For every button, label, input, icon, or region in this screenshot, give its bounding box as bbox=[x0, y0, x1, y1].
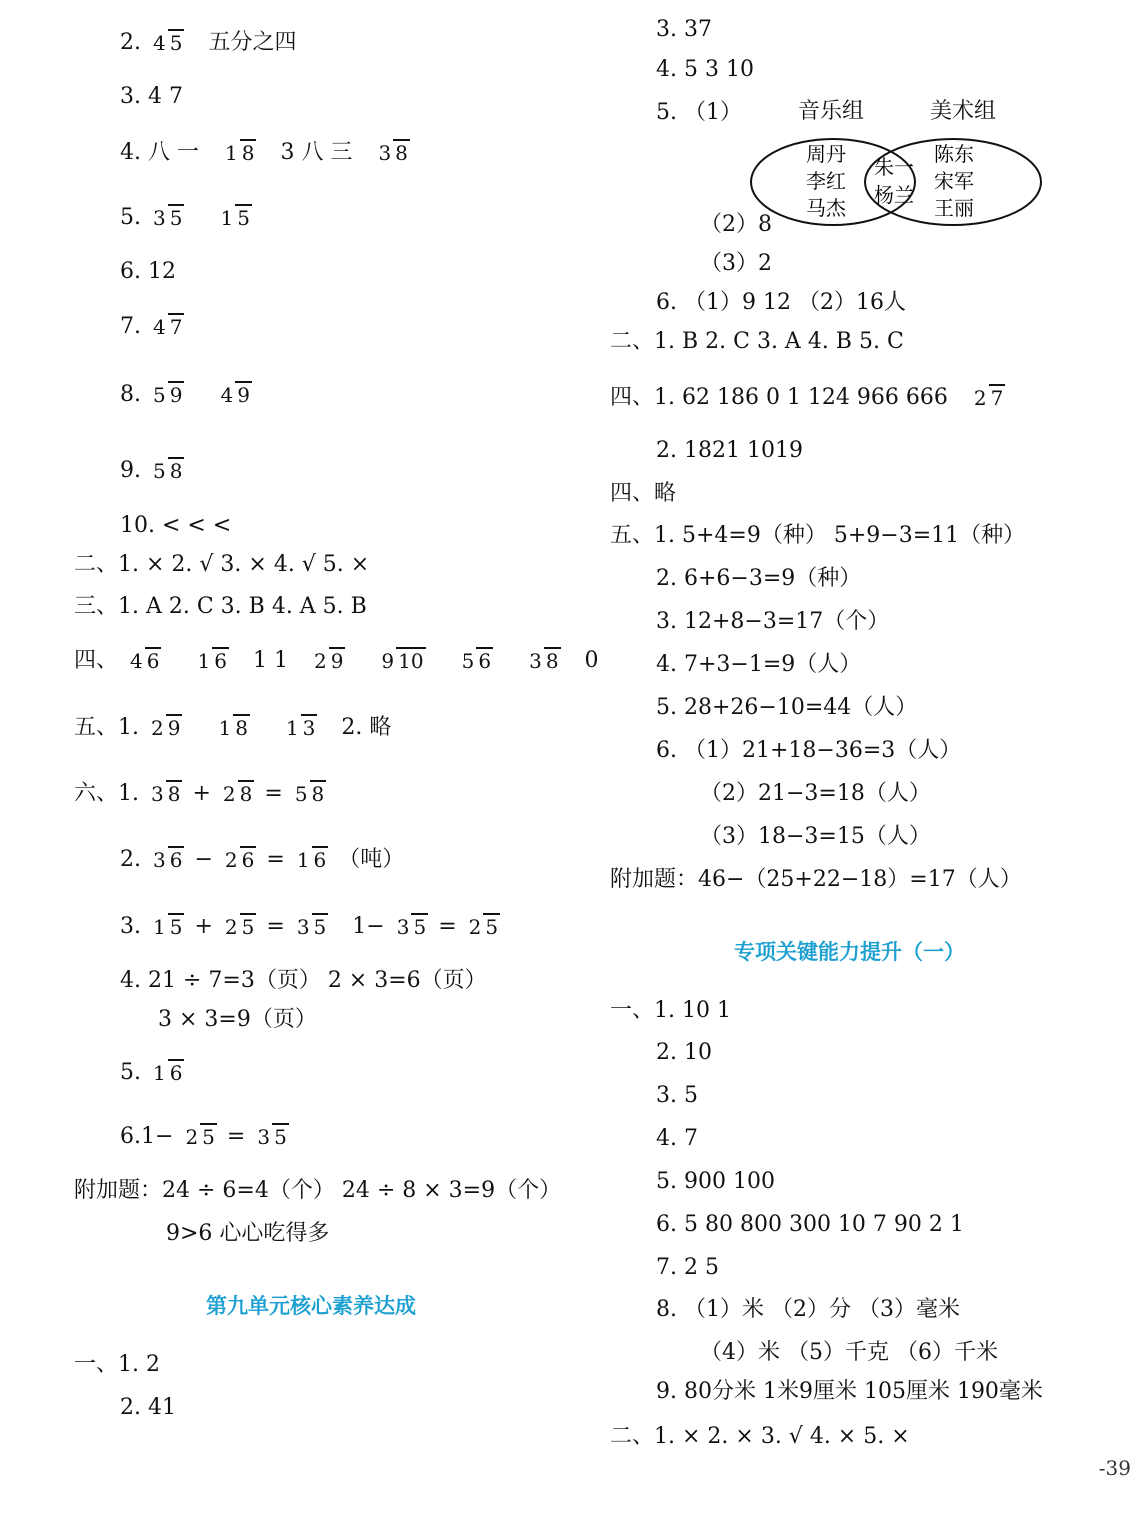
answer-line: 2. 3 6 − 2 6 = 1 6 （吨） bbox=[120, 847, 405, 872]
answer-line: 附加题：24 ÷ 6=4（个） 24 ÷ 8 × 3=9（个） bbox=[74, 1178, 562, 1203]
venn-name: 王丽 bbox=[934, 196, 974, 220]
answer-line: （3）2 bbox=[700, 251, 772, 276]
answer-line: 7. 4 7 bbox=[120, 314, 183, 339]
answer-line: 3. 1 5 + 2 5 = 3 5 1− 3 5 = 2 5 bbox=[120, 914, 499, 939]
answer-line: 一、1. 2 bbox=[74, 1352, 160, 1377]
answer-line: （3）18−3=15（人） bbox=[700, 824, 931, 849]
venn-name: 宋军 bbox=[934, 169, 974, 193]
answer-line: 5. 3 5 1 5 bbox=[120, 205, 250, 230]
answer-line: （2）8 bbox=[700, 212, 772, 237]
answer-line: 附加题：46−（25+22−18）=17（人） bbox=[610, 867, 1022, 892]
answer-line: 4. 21 ÷ 7=3（页） 2 × 3=6（页） bbox=[120, 968, 487, 993]
answer-line: 8. 5 9 4 9 bbox=[120, 382, 250, 407]
page-number: -39 bbox=[1098, 1456, 1131, 1480]
answer-line: 四、略 bbox=[610, 481, 677, 506]
venn-diagram bbox=[748, 136, 1048, 232]
answer-line: 2. 1821 1019 bbox=[656, 438, 803, 463]
answer-line: 二、1. B 2. C 3. A 4. B 5. C bbox=[610, 329, 904, 354]
answer-line: 2. 6+6−3=9（种） bbox=[656, 566, 862, 591]
fraction: 4 5 bbox=[153, 31, 183, 55]
answer-line: 2. 4 5 五分之四 bbox=[120, 30, 297, 55]
answer-line: 9. 80分米 1米9厘米 105厘米 190毫米 bbox=[656, 1379, 1043, 1404]
answer-line: 4. 7 bbox=[656, 1126, 698, 1151]
answer-line: 3. 37 bbox=[656, 17, 712, 42]
venn-name: 杨兰 bbox=[874, 183, 914, 207]
answer-line: 2. 10 bbox=[656, 1040, 712, 1065]
answer-line: 6. 12 bbox=[120, 259, 176, 284]
answer-line: 5. 900 100 bbox=[656, 1169, 775, 1194]
answer-line: 5. 28+26−10=44（人） bbox=[656, 695, 918, 720]
answer-line: 六、1. 3 8 + 2 8 = 5 8 bbox=[74, 781, 325, 806]
answer-line: 8. （1）米 （2）分 （3）毫米 bbox=[656, 1297, 960, 1322]
answer-line: 3. 4 7 bbox=[120, 84, 183, 109]
answer-line: 3 × 3=9（页） bbox=[158, 1007, 317, 1032]
answer-line: 6. （1）9 12 （2）16人 bbox=[656, 290, 906, 315]
venn-music-label: 音乐组 bbox=[798, 99, 865, 124]
answer-line: 一、1. 10 1 bbox=[610, 998, 731, 1023]
answer-line: 5. （1） bbox=[656, 100, 742, 125]
answer-line: 3. 5 bbox=[656, 1083, 698, 1108]
answer-line: 4. 7+3−1=9（人） bbox=[656, 652, 862, 677]
answer-line: 五、1. 2 9 1 8 1 3 2. 略 bbox=[74, 715, 392, 740]
answer-line: 6. （1）21+18−36=3（人） bbox=[656, 738, 962, 763]
answer-line: 6. 5 80 800 300 10 7 90 2 1 bbox=[656, 1212, 964, 1237]
venn-name: 李红 bbox=[806, 169, 846, 193]
answer-line: 四、1. 62 186 0 1 124 966 666 2 7 bbox=[610, 385, 1004, 410]
answer-line: 4. 5 3 10 bbox=[656, 57, 754, 82]
answer-line: 9>6 心心吃得多 bbox=[166, 1221, 330, 1246]
answer-line: 4. 八 一 1 8 3 八 三 3 8 bbox=[120, 140, 408, 165]
answer-line: 五、1. 5+4=9（种） 5+9−3=11（种） bbox=[610, 523, 1026, 548]
answer-line: （2）21−3=18（人） bbox=[700, 781, 931, 806]
answer-line: （4）米 （5）千克 （6）千米 bbox=[700, 1340, 998, 1365]
venn-name: 马杰 bbox=[806, 196, 846, 220]
answer-line: 2. 41 bbox=[120, 1395, 176, 1420]
venn-art-label: 美术组 bbox=[930, 99, 997, 124]
answer-line: 10. < < < bbox=[120, 513, 232, 538]
answer-line: 四、 4 6 1 6 1 1 2 9 9 10 5 6 3 8 0 bbox=[74, 648, 599, 673]
answer-line: 7. 2 5 bbox=[656, 1255, 719, 1280]
venn-name: 朱一 bbox=[874, 155, 914, 179]
section-heading: 专项关键能力提升（一） bbox=[734, 940, 965, 964]
answer-line: 5. 1 6 bbox=[120, 1060, 183, 1085]
answer-line: 二、1. × 2. × 3. √ 4. × 5. × bbox=[610, 1424, 910, 1449]
section-heading: 第九单元核心素养达成 bbox=[206, 1294, 416, 1318]
answer-line: 三、1. A 2. C 3. B 4. A 5. B bbox=[74, 594, 367, 619]
venn-name: 陈东 bbox=[934, 142, 974, 166]
answer-line: 二、1. × 2. √ 3. × 4. √ 5. × bbox=[74, 552, 370, 577]
answer-line: 9. 5 8 bbox=[120, 458, 183, 483]
venn-name: 周丹 bbox=[806, 142, 846, 166]
answer-line: 3. 12+8−3=17（个） bbox=[656, 609, 890, 634]
answer-line: 6.1− 2 5 = 3 5 bbox=[120, 1124, 287, 1149]
